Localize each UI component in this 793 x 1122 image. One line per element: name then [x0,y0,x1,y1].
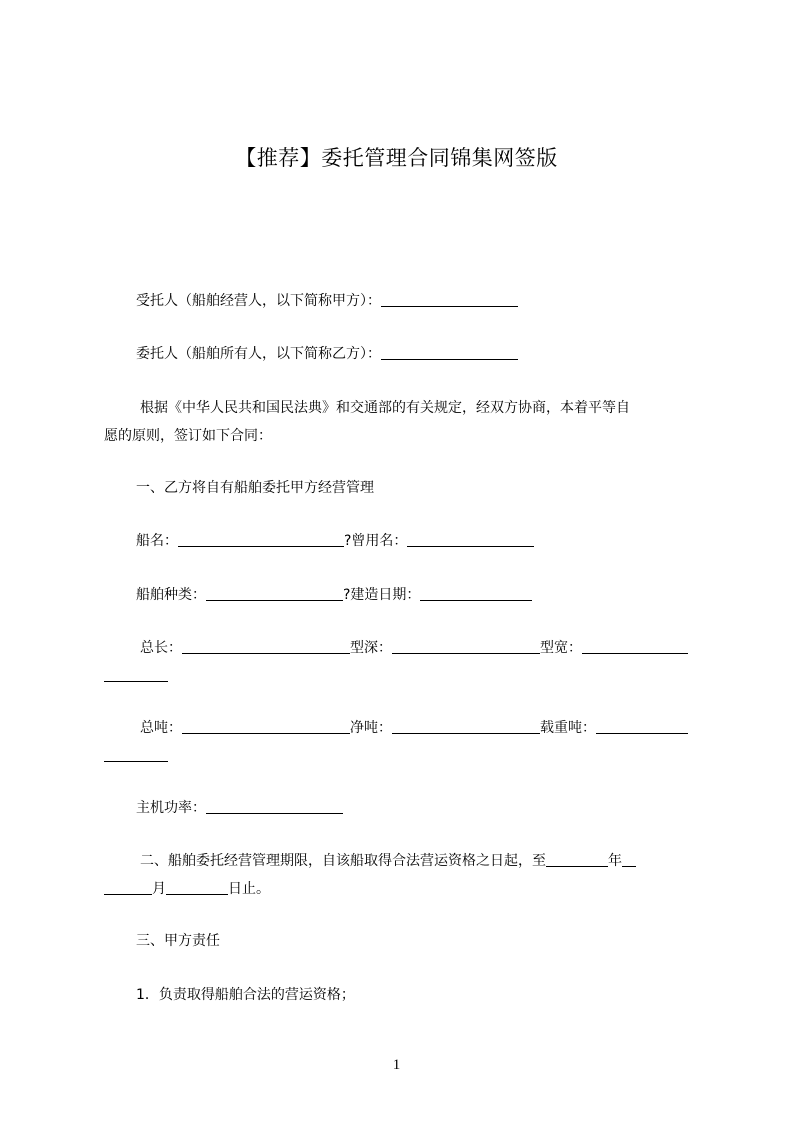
engine-power-line [104,794,736,822]
section-2-paragraph [104,847,704,903]
section-1-heading: 一、乙方将自有船舶委托甲方经营管理 [136,480,374,496]
ship-type-blank[interactable] [206,586,343,601]
net-tonnage-blank[interactable] [392,719,540,734]
tonnage-line [104,714,704,770]
party-a-line [104,287,736,315]
section-3-heading: 三、甲方责任 [136,933,220,949]
dimensions-line [104,634,704,690]
deadweight-label: 载重吨： [540,720,596,736]
end-year-blank[interactable] [546,852,608,867]
party-a-blank[interactable] [381,292,518,307]
ship-name-line [104,527,736,555]
month-label: 月 [152,881,166,897]
page-number: 1 [392,1057,401,1073]
depth-label: 型深： [350,640,392,656]
party-b-blank[interactable] [381,345,518,360]
engine-power-label: 主机功率： [136,800,206,816]
deadweight-blank-continued[interactable] [104,747,168,762]
section-2-text: 二、船舶委托经营管理期限，自该船取得合法营运资格之日起，至 [140,853,546,869]
ship-type-label: 船舶种类： [136,587,206,603]
net-tonnage-label: 净吨： [350,720,392,736]
end-month-blank[interactable] [104,880,152,895]
length-label: 总长： [140,640,182,656]
ship-name-label: 船名： [136,533,178,549]
party-a-label: 受托人（船舶经营人，以下简称甲方）： [136,293,381,309]
gross-tonnage-blank[interactable] [182,719,350,734]
length-blank[interactable] [182,639,350,654]
width-blank-continued[interactable] [104,667,168,682]
document-title: 【推荐】委托管理合同锦集网签版 [235,146,558,170]
deadweight-blank[interactable] [596,719,688,734]
former-name-blank[interactable] [407,532,534,547]
ship-type-line [104,581,736,609]
build-date-label: ?建造日期： [343,587,421,603]
party-b-line [104,340,736,368]
ship-name-blank[interactable] [178,532,344,547]
intro-line-2: 愿的原则，签订如下合同： [104,428,272,444]
party-b-label: 委托人（船舶所有人，以下简称乙方）： [136,346,381,362]
day-label: 日止。 [228,881,270,897]
gross-tonnage-label: 总吨： [140,720,182,736]
build-date-blank[interactable] [420,586,532,601]
end-day-blank[interactable] [166,880,228,895]
end-month-blank-start[interactable] [622,852,636,867]
year-label: 年 [608,853,622,869]
intro-line-1: 根据《中华人民共和国民法典》和交通部的有关规定，经双方协商，本着平等自 [140,400,630,416]
width-blank[interactable] [582,639,688,654]
intro-paragraph [104,394,704,450]
former-name-label: ?曾用名： [344,533,408,549]
depth-blank[interactable] [392,639,540,654]
engine-power-blank[interactable] [206,799,343,814]
width-label: 型宽： [540,640,582,656]
item-1-line: 1．负责取得船舶合法的营运资格； [136,987,355,1003]
